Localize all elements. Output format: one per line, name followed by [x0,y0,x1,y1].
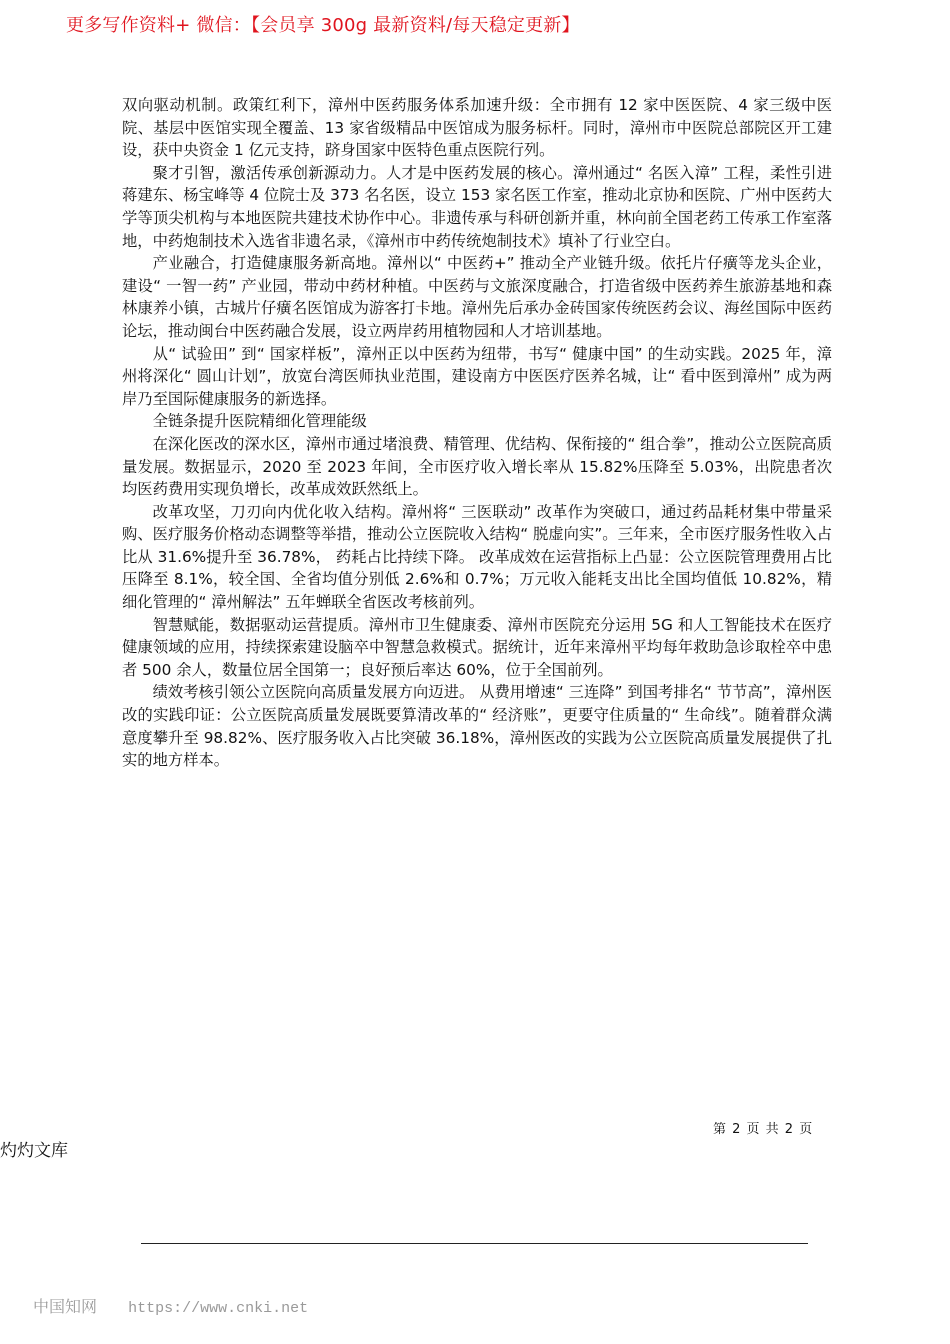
section-heading: 全链条提升医院精细化管理能级 [152,412,367,431]
cnki-name: 中国知网 [33,1297,98,1316]
paragraph-5: 在深化医改的深水区，漳州市通过堵浪费、精管理、优结构、保衔接的“ 组合拳”，推动公立医院高质量发展。数据显示，2020 至 2023 年间，全市医疗收入增长率从 15.82%压降至 5.03%，出院患者次均医药费用实现负增长，改革成效跃然纸上。 [122,434,832,499]
paragraph-3: 产业融合，打造健康服务新高地。漳州以“ 中医药+” 推动全产业链升级。依托片仔癀等龙头企业，建设“ 一智一药” 产业园，带动中药材种植。中医药与文旅深度融合，打造省级中医药养生旅游基地和森林康养小镇，古城片仔癀名医馆成为游客打卡地。漳州先后承办金砖国家传统医药会议、海丝国际中医药论坛，推动闽台中医药融合发展，设立两岸药用植物园和人才培训基地。 [122,254,832,340]
footer-divider [141,1243,808,1244]
paragraph-4: 从“ 试验田” 到“ 国家样板”，漳州正以中医药为纽带，书写“ 健康中国” 的生动实践。2025 年，漳州将深化“ 圆山计划”，放宽台湾医师执业范围，建设南方中医医疗医养名城，让“ 看中医到漳州” 成为两岸乃至国际健康服务的新选择。 [122,344,832,408]
paragraph-7: 智慧赋能，数据驱动运营提质。漳州市卫生健康委、漳州市医院充分运用 5G 和人工智能技术在医疗健康领域的应用，持续探索建设脑卒中智慧急救模式。据统计，近年来漳州平均每年救助急诊取栓卒中患者 500 余人，数量位居全国第一；良好预后率达 60%，位于全国前列。 [122,615,832,679]
paragraph-1: 双向驱动机制。政策红利下，漳州中医药服务体系加速升级：全市拥有 12 家中医医院、4 家三级中医院、基层中医馆实现全覆盖、13 家省级精品中医馆成为服务标杆。同时，漳州市中医院总部院区开工建设，获中央资金 1 亿元支持，跻身国家中医特色重点医院行列。 [122,96,832,160]
paragraph-8: 绩效考核引领公立医院向高质量发展方向迈进。 从费用增速“ 三连降” 到国考排名“ 节节高”，漳州医改的实践印证：公立医院高质量发展既要算清改革的“ 经济账”，更要守住质量的“ 生命线”。随着群众满意度攀升至 98.82%、医疗服务收入占比突破 36.18%，漳州医改的实践为公立医院高质量发展提供了扎实的地方样本。 [122,683,832,770]
document-body [122,94,832,772]
cnki-url: https://www.cnki.net [128,1300,309,1317]
cnki-watermark [33,1294,308,1317]
page-number: 第 2 页 共 2 页 [713,1122,814,1137]
promo-banner: 更多写作资料+ 微信：【会员享 300g 最新资料/每天稳定更新】 [66,15,580,36]
paragraph-6: 改革攻坚，刀刃向内优化收入结构。漳州将“ 三医联动” 改革作为突破口，通过药品耗材集中带量采购、医疗服务价格动态调整等举措，推动公立医院收入结构“ 脱虚向实”。三年来，全市医疗服务性收入占比从 31.6%提升至 36.78%， 药耗占比持续下降。 改革成效在运营指标上凸显：公立医院管理费用占比压降至 8.1%，较全国、全省均值分别低 2.6%和 0.7%；万元收入能耗支出比全国均值低 10.82%，精细化管理的“ 漳州解法” 五年蝉联全省医改考核前列。 [122,502,832,612]
paragraph-2: 聚才引智，激活传承创新源动力。人才是中医药发展的核心。漳州通过“ 名医入漳” 工程，柔性引进蒋建东、杨宝峰等 4 位院士及 373 名名医，设立 153 家名医工作室，推动北京协和医院、广州中医药大学等顶尖机构与本地医院共建技术协作中心。非遗传承与科研创新并重，林向前全国老药工传承工作室落地，中药炮制技术入选省非遗名录，《漳州市中药传统炮制技术》填补了行业空白。 [122,163,832,250]
library-name: 灼灼文库 [0,1141,68,1161]
